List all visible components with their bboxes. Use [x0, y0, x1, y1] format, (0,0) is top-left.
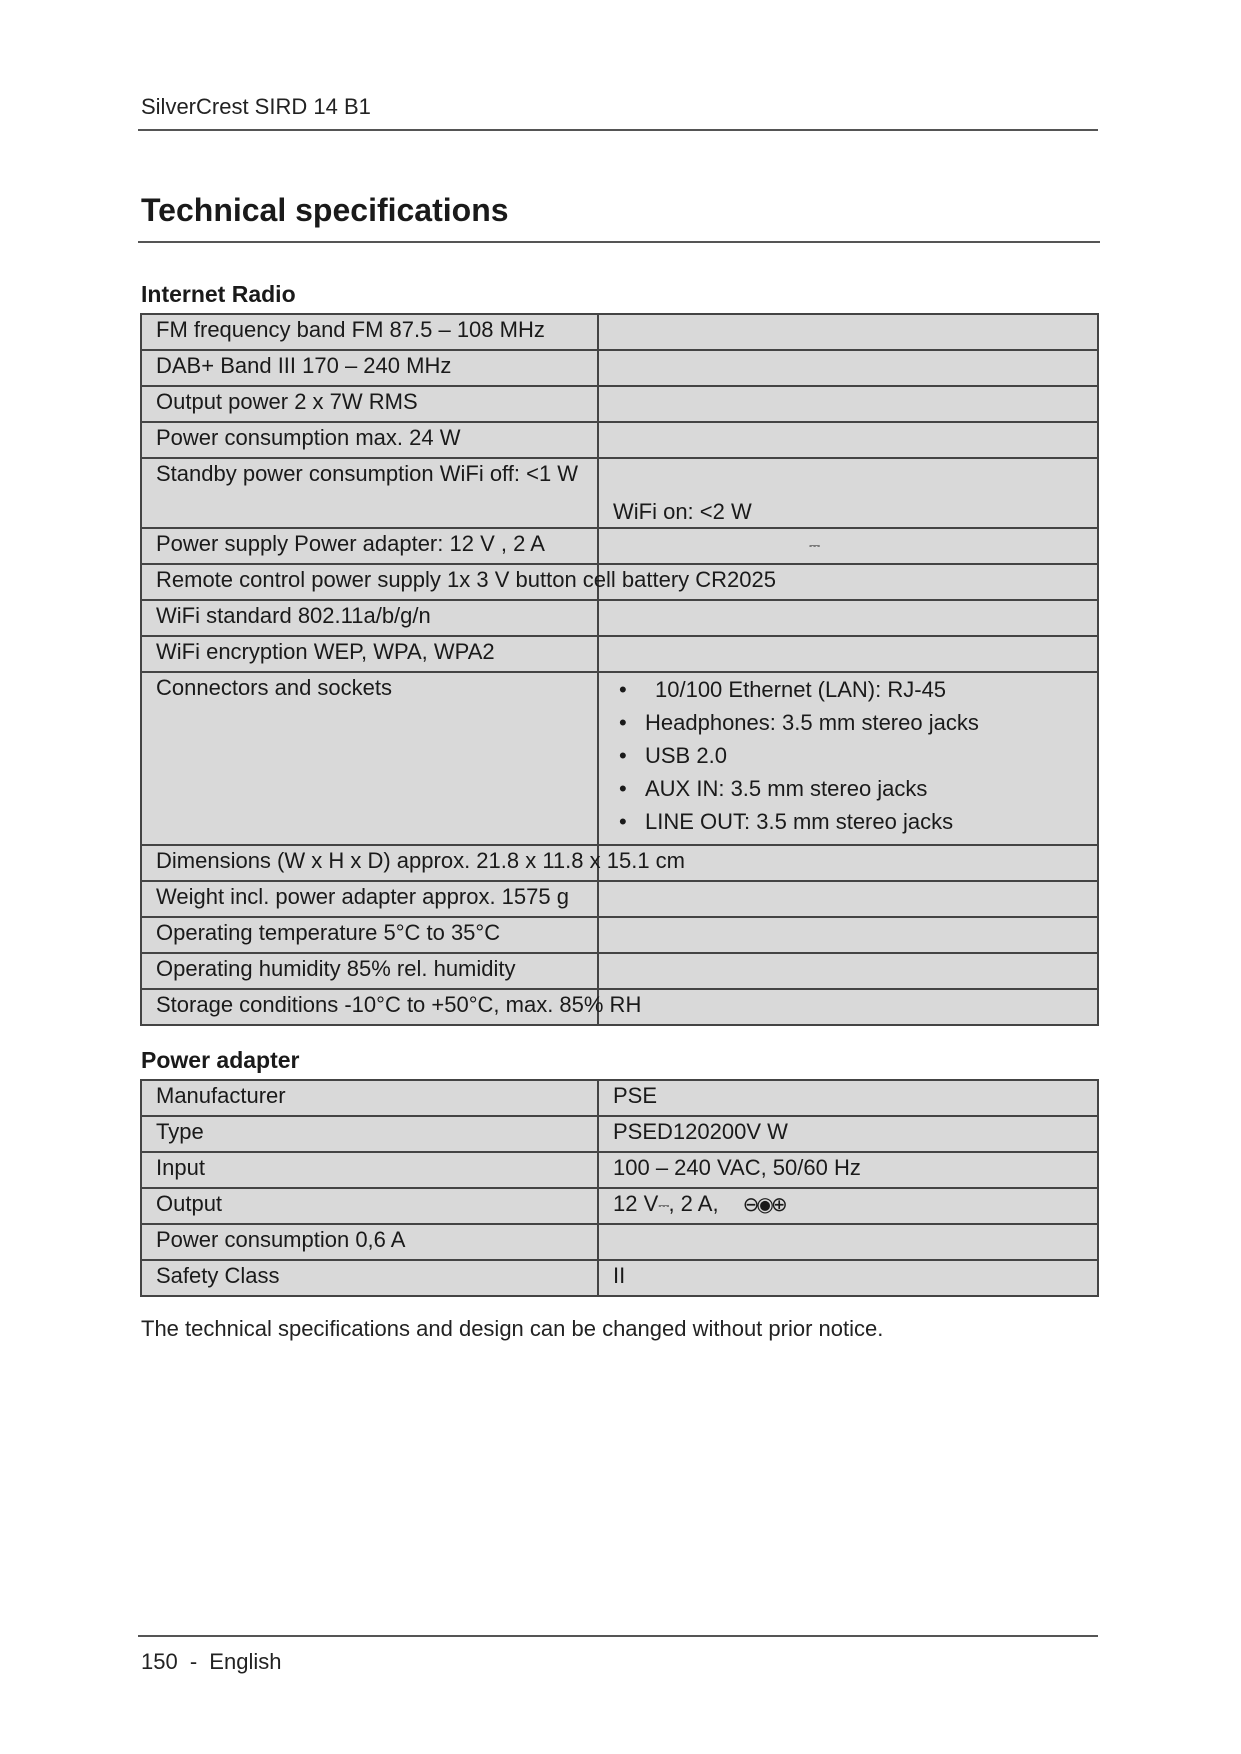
- spec-cell: [141, 953, 598, 989]
- spec-label: Power supply Power adapter: 12 V , 2 A: [156, 531, 545, 556]
- footer-language: English: [209, 1649, 282, 1674]
- list-item: [613, 673, 1097, 706]
- spec-value-cell: [598, 1188, 1098, 1224]
- spec-label: Manufacturer: [141, 1080, 598, 1116]
- spec-label: Remote control power supply 1x 3 V button cell battery CR2025: [156, 567, 776, 592]
- spec-label: Input: [141, 1152, 598, 1188]
- connectors-list: [613, 673, 1097, 838]
- spec-value-cell: [598, 917, 1098, 953]
- spec-label: Output: [141, 1188, 598, 1224]
- list-item: [613, 772, 1097, 805]
- spec-value: [598, 1224, 1098, 1260]
- table-row: [141, 600, 1098, 636]
- list-item-text: LINE OUT: 3.5 mm stereo jacks: [645, 809, 954, 834]
- spec-cell: [141, 845, 685, 881]
- spec-value: 100 – 240 VAC, 50/60 Hz: [598, 1152, 1098, 1188]
- bullet-icon: •: [619, 677, 627, 702]
- spec-value-cell: [598, 458, 1098, 528]
- spec-value: PSE: [598, 1080, 1098, 1116]
- page-number: 150: [141, 1649, 178, 1674]
- spec-value-cell: [598, 314, 1098, 350]
- footer-rule: [138, 1635, 1098, 1637]
- table-row: [141, 314, 1098, 350]
- spec-label: Dimensions (W x H x D) approx. 21.8 x 11.8 x 15.1 cm: [156, 848, 685, 873]
- table-row: [141, 386, 1098, 422]
- table-row: [141, 672, 1098, 845]
- table-row: [141, 1260, 1098, 1296]
- table-row: [141, 564, 1098, 600]
- table-row: [141, 1188, 1098, 1224]
- spec-value: II: [598, 1260, 1098, 1296]
- header-rule: [138, 129, 1098, 131]
- spec-cell: [141, 989, 642, 1025]
- spec-value-cell: [598, 386, 1098, 422]
- bullet-icon: •: [619, 776, 627, 801]
- spec-cell: [141, 917, 598, 953]
- spec-value-cell: [598, 881, 1098, 917]
- spec-value: WiFi on: <2 W: [613, 499, 752, 524]
- spec-cell: [141, 350, 598, 386]
- page-title: Technical specifications: [141, 192, 509, 228]
- spec-label: Connectors and sockets: [156, 675, 393, 700]
- table-row: [141, 845, 1098, 881]
- list-item-text: Headphones: 3.5 mm stereo jacks: [645, 710, 979, 735]
- table-row: [141, 422, 1098, 458]
- spec-label: Operating temperature 5°C to 35°C: [156, 920, 501, 945]
- spec-cell: [141, 636, 598, 672]
- spec-value-cell: [598, 422, 1098, 458]
- spec-label: FM frequency band FM 87.5 – 108 MHz: [156, 317, 545, 342]
- power-adapter-table: [140, 1079, 1099, 1297]
- spec-value-cell: [598, 672, 1098, 845]
- spec-label: Weight incl. power adapter approx. 1575 g: [156, 884, 569, 909]
- table-row: [141, 989, 1098, 1025]
- table-row: [141, 1152, 1098, 1188]
- spec-label: Safety Class: [141, 1260, 598, 1296]
- table-row: [141, 917, 1098, 953]
- list-item-text: AUX IN: 3.5 mm stereo jacks: [645, 776, 928, 801]
- spec-cell: [141, 600, 598, 636]
- spec-label: Type: [141, 1116, 598, 1152]
- footer-separator: -: [189, 1649, 198, 1674]
- document-header: SilverCrest SIRD 14 B1: [141, 94, 371, 119]
- spec-label: Output power 2 x 7W RMS: [156, 389, 418, 414]
- table-row: [141, 458, 1098, 528]
- polarity-icon: ⊖◉⊕: [742, 1194, 785, 1216]
- page-footer: [141, 1649, 281, 1675]
- table-row: [141, 881, 1098, 917]
- spec-label: Standby power consumption WiFi off: <1 W: [156, 461, 579, 486]
- bullet-icon: •: [619, 809, 627, 834]
- internet-radio-table: [140, 313, 1099, 1026]
- section-heading-power-adapter: Power adapter: [141, 1047, 300, 1073]
- spec-label: WiFi encryption WEP, WPA, WPA2: [156, 639, 495, 664]
- table-row: [141, 350, 1098, 386]
- spec-cell: [141, 422, 598, 458]
- spec-value-cell: [598, 600, 1098, 636]
- spec-label: DAB+ Band III 170 – 240 MHz: [156, 353, 452, 378]
- spec-label: Operating humidity 85% rel. humidity: [156, 956, 516, 981]
- disclaimer-note: The technical specifications and design can be changed without prior notice.: [141, 1316, 884, 1341]
- spec-value-cell: [598, 989, 1098, 1025]
- list-item: [613, 805, 1097, 838]
- table-row: [141, 1224, 1098, 1260]
- list-item: [613, 739, 1097, 772]
- spec-label: Storage conditions -10°C to +50°C, max. 85% RH: [156, 992, 642, 1017]
- spec-cell: [141, 528, 598, 564]
- spec-value-cell: [598, 528, 1098, 564]
- list-item-text: USB 2.0: [645, 743, 727, 768]
- dc-current-icon: ⎓: [658, 1197, 669, 1214]
- spec-cell: [141, 314, 598, 350]
- spec-value-cell: [598, 350, 1098, 386]
- list-item-text: 10/100 Ethernet (LAN): RJ-45: [655, 677, 947, 702]
- table-row: [141, 1080, 1098, 1116]
- bullet-icon: •: [619, 743, 627, 768]
- bullet-icon: •: [619, 710, 627, 735]
- spec-value: PSED120200V W: [598, 1116, 1098, 1152]
- title-rule: [138, 241, 1100, 243]
- spec-cell: [141, 386, 598, 422]
- spec-cell: [141, 881, 598, 917]
- table-row: [141, 636, 1098, 672]
- spec-value-suffix: , 2 A,: [668, 1191, 719, 1216]
- spec-label: Power consumption 0,6 A: [141, 1224, 598, 1260]
- dc-current-icon: ⎓: [809, 537, 820, 554]
- spec-cell: [141, 672, 598, 845]
- spec-value: 12 V: [613, 1191, 659, 1216]
- spec-value-cell: [598, 953, 1098, 989]
- spec-cell: [141, 458, 598, 528]
- spec-label: WiFi standard 802.11a/b/g/n: [156, 603, 431, 628]
- spec-value-cell: [598, 636, 1098, 672]
- table-row: [141, 953, 1098, 989]
- section-heading-internet-radio: Internet Radio: [141, 281, 296, 307]
- list-item: [613, 706, 1097, 739]
- table-row: [141, 528, 1098, 564]
- spec-cell: [141, 564, 776, 600]
- spec-label: Power consumption max. 24 W: [156, 425, 461, 450]
- table-row: [141, 1116, 1098, 1152]
